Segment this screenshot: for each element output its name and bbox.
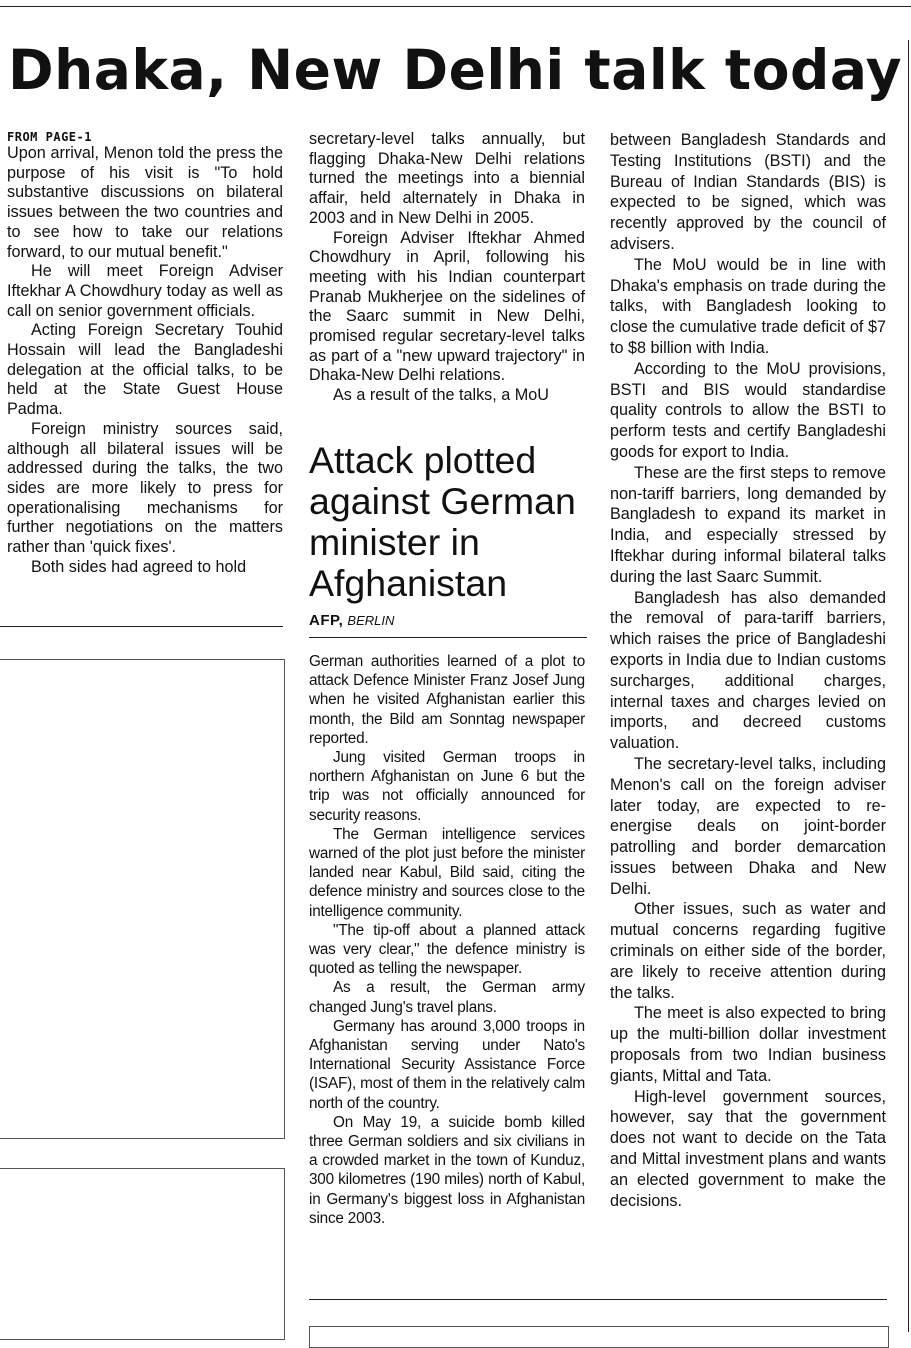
column-rule-left bbox=[0, 626, 283, 627]
paragraph: High-level government sources, however, say that the government does not want to decide on the Tata and Mittal investment plans and wants an elected government to make the decisions. bbox=[610, 1087, 886, 1210]
continued-from-label: FROM PAGE-1 bbox=[7, 130, 92, 144]
main-story-column-3 bbox=[610, 130, 886, 1211]
paragraph: Acting Foreign Secretary Touhid Hossain will lead the Bangladeshi delegation at the official talks, to be held at the State Guest House Padma. bbox=[7, 321, 283, 419]
paragraph: These are the first steps to remove non-tariff barriers, long demanded by Bangladesh to expand its market in India, and especially stressed by Iftekhar during informal bilateral talks during the last Saarc Summit. bbox=[610, 463, 886, 586]
paragraph: secretary-level talks annually, but flagging Dhaka-New Delhi relations turned the meetings into a biennial affair, held alternately in Dhaka in 2003 and in New Delhi in 2005. bbox=[309, 130, 585, 227]
paragraph: Jung visited German troops in northern Afghanistan on June 6 but the trip was not officially announced for security reasons. bbox=[309, 749, 585, 824]
main-story-column-1 bbox=[7, 130, 283, 577]
paragraph: According to the MoU provisions, BSTI and BIS would standardise quality controls to allow the BSTI to perform tests and certify Bangladeshi goods for export to India. bbox=[610, 359, 886, 461]
advert-box-3 bbox=[309, 1326, 889, 1348]
paragraph: between Bangladesh Standards and Testing Institutions (BSTI) and the Bureau of Indian Standards (BIS) is expected to be signed, which was recently approved by the council of advisers. bbox=[610, 131, 886, 253]
paragraph: Foreign Adviser Iftekhar Ahmed Chowdhury in April, following his meeting with his Indian counterpart Pranab Mukherjee on the sidelines of the Saarc summit in New Delhi, promised regular secretary-level talks as part of a "new upward trajectory" in Dhaka-New Delhi relations. bbox=[309, 228, 585, 385]
paragraph: Other issues, such as water and mutual concerns regarding fugitive criminals on either side of the border, are likely to receive attention during the talks. bbox=[610, 900, 886, 1002]
right-edge-rule bbox=[908, 40, 909, 1332]
top-rule bbox=[0, 6, 911, 7]
paragraph: The MoU would be in line with Dhaka's emphasis on trade during the talks, with Bangladesh looking to close the cumulative trade deficit of $7 to $8 billion with India. bbox=[610, 255, 886, 357]
paragraph: As a result, the German army changed Jung's travel plans. bbox=[309, 979, 585, 1016]
advert-box-1 bbox=[0, 659, 285, 1139]
column-rule-bottom bbox=[309, 1299, 887, 1300]
paragraph: Both sides had agreed to hold bbox=[31, 557, 247, 576]
column-rule-middle bbox=[309, 637, 587, 638]
main-headline: Dhaka, New Delhi talk today bbox=[8, 38, 903, 102]
paragraph: Bangladesh has also demanded the removal of para-tariff barriers, which raises the price of Bangladeshi exports in India due to Indian customs surcharges, additional charges, internal taxes and charges levied on imports, and decreed customs valuation. bbox=[610, 588, 886, 753]
paragraph: The secretary-level talks, including Menon's call on the foreign adviser later today, are expected to re-energise deals on joint-border patrolling and border demarcation issues between Dhaka and New Delhi. bbox=[610, 754, 886, 898]
paragraph: German authorities learned of a plot to attack Defence Minister Franz Josef Jung when he visited Afghanistan earlier this month, the Bild am Sonntag newspaper reported. bbox=[309, 653, 585, 747]
byline bbox=[309, 612, 394, 629]
paragraph: He will meet Foreign Adviser Iftekhar A Chowdhury today as well as call on senior government officials. bbox=[7, 262, 283, 320]
paragraph: Upon arrival, Menon told the press the purpose of his visit is "To hold substantive discussions on bilateral issues between the two countries and to see how to take our relations forward, to our mutual benefit." bbox=[7, 144, 283, 261]
paragraph: Foreign ministry sources said, although all bilateral issues will be addressed during the talks, the two sides are more likely to press for operationalising mechanisms for further negotiations on the matters rather than 'quick fixes'. bbox=[7, 419, 283, 557]
advert-box-2 bbox=[0, 1168, 285, 1340]
main-story-column-2 bbox=[309, 130, 585, 406]
byline-city: BERLIN bbox=[347, 613, 395, 628]
secondary-headline: Attack plotted against German minister in Afghanistan bbox=[309, 439, 576, 604]
paragraph: On May 19, a suicide bomb killed three German soldiers and six civilians in a crowded market in the town of Kunduz, 300 kilometres (190 miles) north of Kabul, in Germany's biggest loss in Afghanistan since 2003. bbox=[309, 1113, 585, 1227]
paragraph: "The tip-off about a planned attack was very clear," the defence ministry is quoted as telling the newspaper. bbox=[309, 921, 585, 978]
secondary-story-body bbox=[309, 652, 585, 1228]
byline-agency: AFP, bbox=[309, 612, 344, 629]
paragraph: Germany has around 3,000 troops in Afghanistan serving under Nato's International Security Assistance Force (ISAF), most of them in the relatively calm north of the country. bbox=[309, 1017, 585, 1112]
paragraph: The meet is also expected to bring up the multi-billion dollar investment proposals from two Indian business giants, Mittal and Tata. bbox=[610, 1004, 886, 1085]
paragraph: As a result of the talks, a MoU bbox=[333, 386, 549, 405]
paragraph: The German intelligence services warned of the plot just before the minister landed near Kabul, Bild said, citing the defence ministry and sources close to the intelligence community. bbox=[309, 825, 585, 920]
